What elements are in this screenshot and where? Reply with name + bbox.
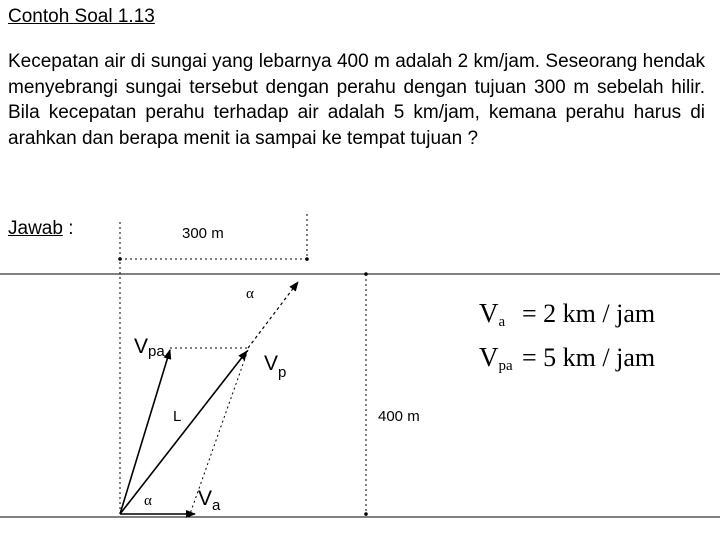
angle-bottom-label: α — [144, 493, 152, 509]
answer-colon: : — [68, 218, 74, 239]
vector-va-label — [198, 487, 221, 514]
dimension-300-end-right — [305, 257, 309, 261]
dimension-400-end-bottom — [364, 512, 368, 516]
equation-va-symbol: V — [479, 298, 499, 328]
equation-va — [479, 298, 655, 330]
vector-va-symbol: V — [198, 487, 213, 510]
equation-va-rhs: = 2 km / jam — [522, 299, 656, 328]
answer-label: Jawab — [8, 218, 63, 239]
river-width-label: 400 m — [378, 408, 420, 425]
vector-vpa-arrow — [120, 350, 170, 514]
equation-vpa — [479, 342, 655, 374]
path-extension-dashed — [248, 282, 298, 348]
dimension-300-end-left — [118, 257, 122, 261]
equation-vpa-symbol: V — [479, 342, 499, 372]
page-title: Contoh Soal 1.13 — [8, 6, 155, 27]
angle-top-label: α — [246, 286, 254, 302]
distance-300-label: 300 m — [182, 225, 224, 242]
vector-vp-arrow — [120, 351, 247, 514]
equation-vpa-rhs: = 5 km / jam — [522, 343, 656, 372]
dimension-400-end-top — [364, 272, 368, 276]
right-angle-mark: L — [173, 408, 182, 425]
problem-text: Kecepatan air di sungai yang lebarnya 400 m adalah 2 km/jam. Seseorang hendak menyebrangi sungai tersebut dengan perahu dengan tujuan 300 m sebelah hilir. Bila kecepatan perahu terhadap air adalah 5 km/jam, kemana perahu harus di arahkan dan berapa menit ia sampai ke tempat tujuan ? — [8, 51, 705, 149]
vector-vp-subscript: p — [278, 364, 287, 381]
vector-vp-label — [264, 352, 286, 381]
vector-vpa-subscript: pa — [148, 343, 165, 360]
vector-vpa-label — [134, 335, 165, 360]
vector-vp-symbol: V — [264, 352, 279, 375]
equation-va-subscript: a — [498, 314, 506, 330]
vector-vpa-symbol: V — [134, 335, 149, 358]
equation-vpa-subscript: pa — [498, 358, 513, 374]
vector-va-subscript: a — [212, 497, 221, 514]
